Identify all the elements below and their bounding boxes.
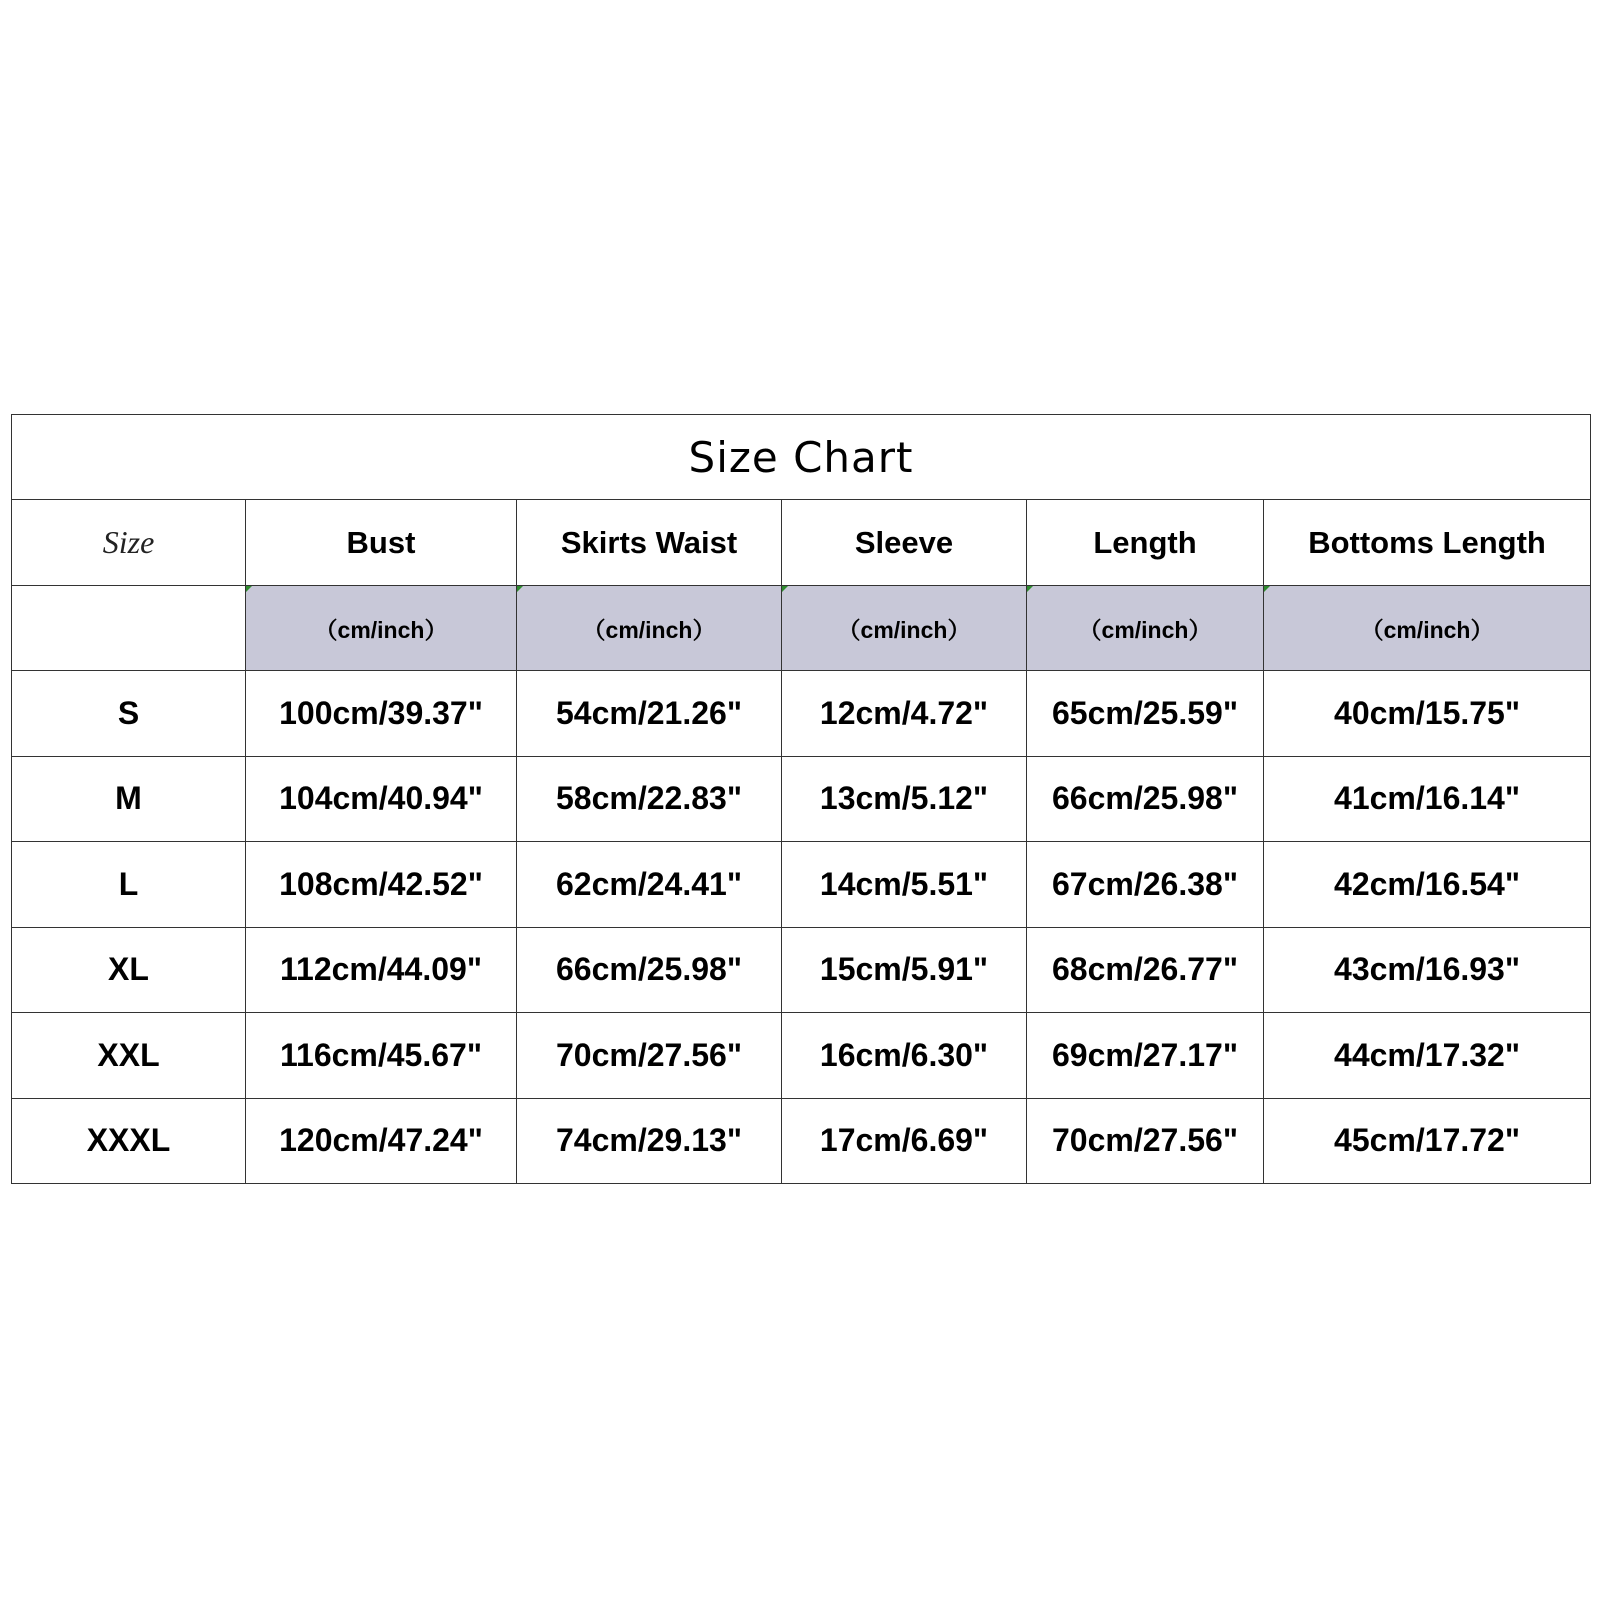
bottoms-length-value: 45cm/17.72"	[1264, 1098, 1591, 1184]
sleeve-value: 16cm/6.30"	[782, 1013, 1027, 1098]
unit-cell-sleeve	[782, 585, 1027, 670]
bust-value: 120cm/47.24"	[246, 1098, 517, 1184]
length-value: 67cm/26.38"	[1027, 842, 1264, 927]
length-value: 70cm/27.56"	[1027, 1098, 1264, 1184]
bust-value: 112cm/44.09"	[246, 927, 517, 1012]
bust-value: 116cm/45.67"	[246, 1013, 517, 1098]
unit-row-blank	[12, 585, 246, 670]
size-chart	[11, 414, 1590, 1184]
corner-mark-icon	[1264, 586, 1270, 592]
unit-cell-bottoms-length	[1264, 585, 1591, 670]
size-chart-table	[11, 414, 1591, 1184]
sleeve-value: 17cm/6.69"	[782, 1098, 1027, 1184]
bottoms-length-value: 40cm/15.75"	[1264, 671, 1591, 756]
bust-value: 104cm/40.94"	[246, 756, 517, 841]
sleeve-value: 14cm/5.51"	[782, 842, 1027, 927]
size-label: L	[12, 842, 246, 927]
chart-title: Size Chart	[12, 415, 1591, 500]
sleeve-value: 12cm/4.72"	[782, 671, 1027, 756]
table-row	[12, 1013, 1591, 1098]
length-value: 69cm/27.17"	[1027, 1013, 1264, 1098]
unit-label: （cm/inch）	[1078, 616, 1212, 643]
unit-label: （cm/inch）	[314, 616, 448, 643]
size-label: XXXL	[12, 1098, 246, 1184]
skirts-waist-value: 66cm/25.98"	[517, 927, 782, 1012]
skirts-waist-value: 70cm/27.56"	[517, 1013, 782, 1098]
skirts-waist-value: 58cm/22.83"	[517, 756, 782, 841]
column-header-length: Length	[1027, 500, 1264, 585]
size-label: XXL	[12, 1013, 246, 1098]
table-row	[12, 671, 1591, 756]
column-header-skirts-waist: Skirts Waist	[517, 500, 782, 585]
bottoms-length-value: 44cm/17.32"	[1264, 1013, 1591, 1098]
column-header-bottoms-length: Bottoms Length	[1264, 500, 1591, 585]
size-column-header: Size	[12, 500, 246, 585]
sleeve-value: 13cm/5.12"	[782, 756, 1027, 841]
size-label: S	[12, 671, 246, 756]
unit-cell-skirts-waist	[517, 585, 782, 670]
unit-row	[12, 585, 1591, 670]
skirts-waist-value: 62cm/24.41"	[517, 842, 782, 927]
unit-label: （cm/inch）	[1360, 616, 1494, 643]
bottoms-length-value: 42cm/16.54"	[1264, 842, 1591, 927]
sleeve-value: 15cm/5.91"	[782, 927, 1027, 1012]
unit-label: （cm/inch）	[837, 616, 971, 643]
unit-cell-length	[1027, 585, 1264, 670]
corner-mark-icon	[517, 586, 523, 592]
table-row	[12, 1098, 1591, 1184]
header-row	[12, 500, 1591, 585]
bust-value: 108cm/42.52"	[246, 842, 517, 927]
length-value: 65cm/25.59"	[1027, 671, 1264, 756]
bust-value: 100cm/39.37"	[246, 671, 517, 756]
skirts-waist-value: 54cm/21.26"	[517, 671, 782, 756]
corner-mark-icon	[1027, 586, 1033, 592]
skirts-waist-value: 74cm/29.13"	[517, 1098, 782, 1184]
bottoms-length-value: 41cm/16.14"	[1264, 756, 1591, 841]
title-row	[12, 415, 1591, 500]
length-value: 66cm/25.98"	[1027, 756, 1264, 841]
table-row	[12, 756, 1591, 841]
corner-mark-icon	[246, 586, 252, 592]
bottoms-length-value: 43cm/16.93"	[1264, 927, 1591, 1012]
size-label: M	[12, 756, 246, 841]
table-row	[12, 842, 1591, 927]
unit-label: （cm/inch）	[582, 616, 716, 643]
column-header-bust: Bust	[246, 500, 517, 585]
unit-cell-bust	[246, 585, 517, 670]
table-row	[12, 927, 1591, 1012]
column-header-sleeve: Sleeve	[782, 500, 1027, 585]
size-label: XL	[12, 927, 246, 1012]
corner-mark-icon	[782, 586, 788, 592]
length-value: 68cm/26.77"	[1027, 927, 1264, 1012]
